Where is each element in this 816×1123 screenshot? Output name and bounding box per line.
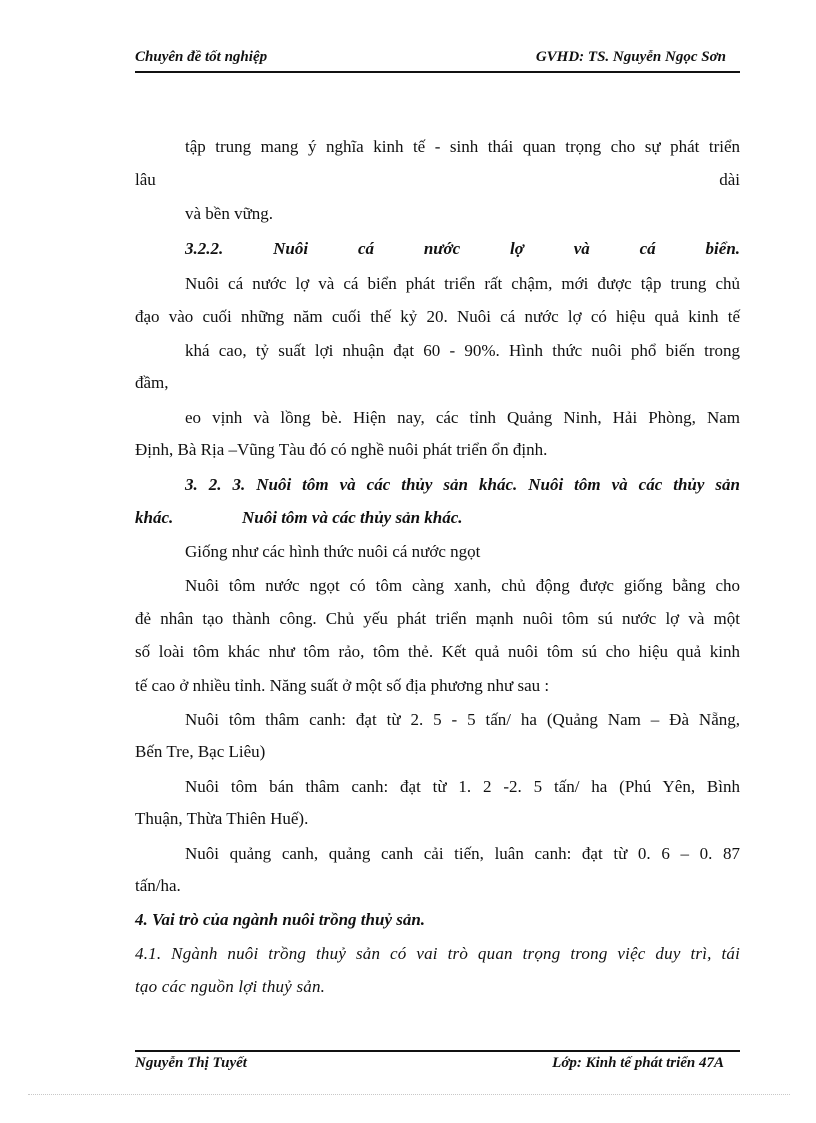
text-line: và bền vững. — [185, 204, 274, 223]
text-line: tấn/ha. — [135, 876, 181, 895]
subsection-4-1: 4.1. Ngành nuôi trồng thuỷ sản có vai trò quan trọng trong việc duy trì, tái — [135, 944, 740, 963]
text-line: Định, Bà Rịa –Vũng Tàu đó có nghề nuôi phát triển ổn định. — [135, 440, 548, 459]
heading-word: lợ — [510, 239, 524, 258]
heading-word: khác. — [135, 508, 174, 527]
page-bottom-dotted-line — [28, 1094, 790, 1095]
header-rule — [135, 71, 740, 73]
text-line: Nuôi cá nước lợ và cá biển phát triển rất chậm, mới được tập trung chủ — [185, 274, 740, 293]
section-heading-3-2-2 — [135, 237, 740, 261]
footer-right: Lớp: Kinh tế phát triển 47A — [552, 1055, 724, 1071]
heading-phrase: Nuôi tôm và các thủy sản khác. — [242, 508, 463, 527]
page-footer — [135, 1055, 740, 1077]
text-line: Nuôi tôm nước ngọt có tôm càng xanh, chủ động được giống bằng cho — [185, 576, 740, 595]
footer-rule — [135, 1050, 740, 1052]
text-line: đầm, — [135, 373, 169, 392]
section-heading-3-2-3: 3. 2. 3. Nuôi tôm và các thủy sản khác. Nuôi tôm và các thủy sản — [185, 475, 740, 494]
subsection-4-1-cont: tạo các nguồn lợi thuỷ sản. — [135, 977, 326, 996]
heading-word: cá — [357, 239, 374, 258]
footer-left: Nguyễn Thị Tuyết — [135, 1055, 247, 1071]
section-heading-3-2-3-cont — [135, 506, 740, 530]
heading-word: 3.2.2. — [185, 239, 224, 258]
heading-word: biển. — [705, 239, 741, 258]
text-line: Nuôi tôm bán thâm canh: đạt từ 1. 2 -2. 5 tấn/ ha (Phú Yên, Bình — [185, 777, 740, 796]
text-line: eo vịnh và lồng bè. Hiện nay, các tỉnh Quảng Ninh, Hải Phòng, Nam — [185, 408, 740, 427]
text-line: tập trung mang ý nghĩa kinh tế - sinh thái quan trọng cho sự phát triển — [185, 137, 740, 156]
header-right: GVHD: TS. Nguyễn Ngọc Sơn — [535, 49, 726, 65]
text-line: Nuôi tôm thâm canh: đạt từ 2. 5 - 5 tấn/ ha (Quảng Nam – Đà Nẵng, — [185, 710, 740, 729]
heading-word: cá — [639, 239, 656, 258]
page-header — [135, 49, 740, 71]
heading-word: nước — [423, 239, 461, 258]
text-line: Bến Tre, Bạc Liêu) — [135, 742, 266, 761]
section-heading-4: 4. Vai trò của ngành nuôi trồng thuỷ sản. — [135, 910, 426, 929]
text-line: khá cao, tỷ suất lợi nhuận đạt 60 - 90%. Hình thức nuôi phổ biến trong — [185, 341, 740, 360]
text-line: Giống như các hình thức nuôi cá nước ngọt — [185, 542, 481, 561]
text-line: đạo vào cuối những năm cuối thế kỷ 20. Nuôi cá nước lợ có hiệu quả kinh tế — [135, 307, 740, 326]
text-line: số loài tôm khác như tôm rảo, tôm thẻ. Kết quả nuôi tôm sú cho hiệu quả kinh — [135, 642, 740, 661]
text-word: dài — [719, 170, 740, 189]
text-line: tế cao ở nhiều tỉnh. Năng suất ở một số địa phương như sau : — [135, 676, 550, 695]
header-left: Chuyên đề tốt nghiệp — [135, 49, 268, 65]
text-line — [135, 168, 740, 192]
text-line: đẻ nhân tạo thành công. Chủ yếu phát triển mạnh nuôi tôm sú nước lợ và một — [135, 609, 740, 628]
heading-word: Nuôi — [273, 239, 309, 258]
text-word: lâu — [135, 170, 156, 189]
text-line: Nuôi quảng canh, quảng canh cải tiến, luân canh: đạt từ 0. 6 – 0. 87 — [185, 844, 740, 863]
heading-word: và — [573, 239, 590, 258]
text-line: Thuận, Thừa Thiên Huế). — [135, 809, 309, 828]
